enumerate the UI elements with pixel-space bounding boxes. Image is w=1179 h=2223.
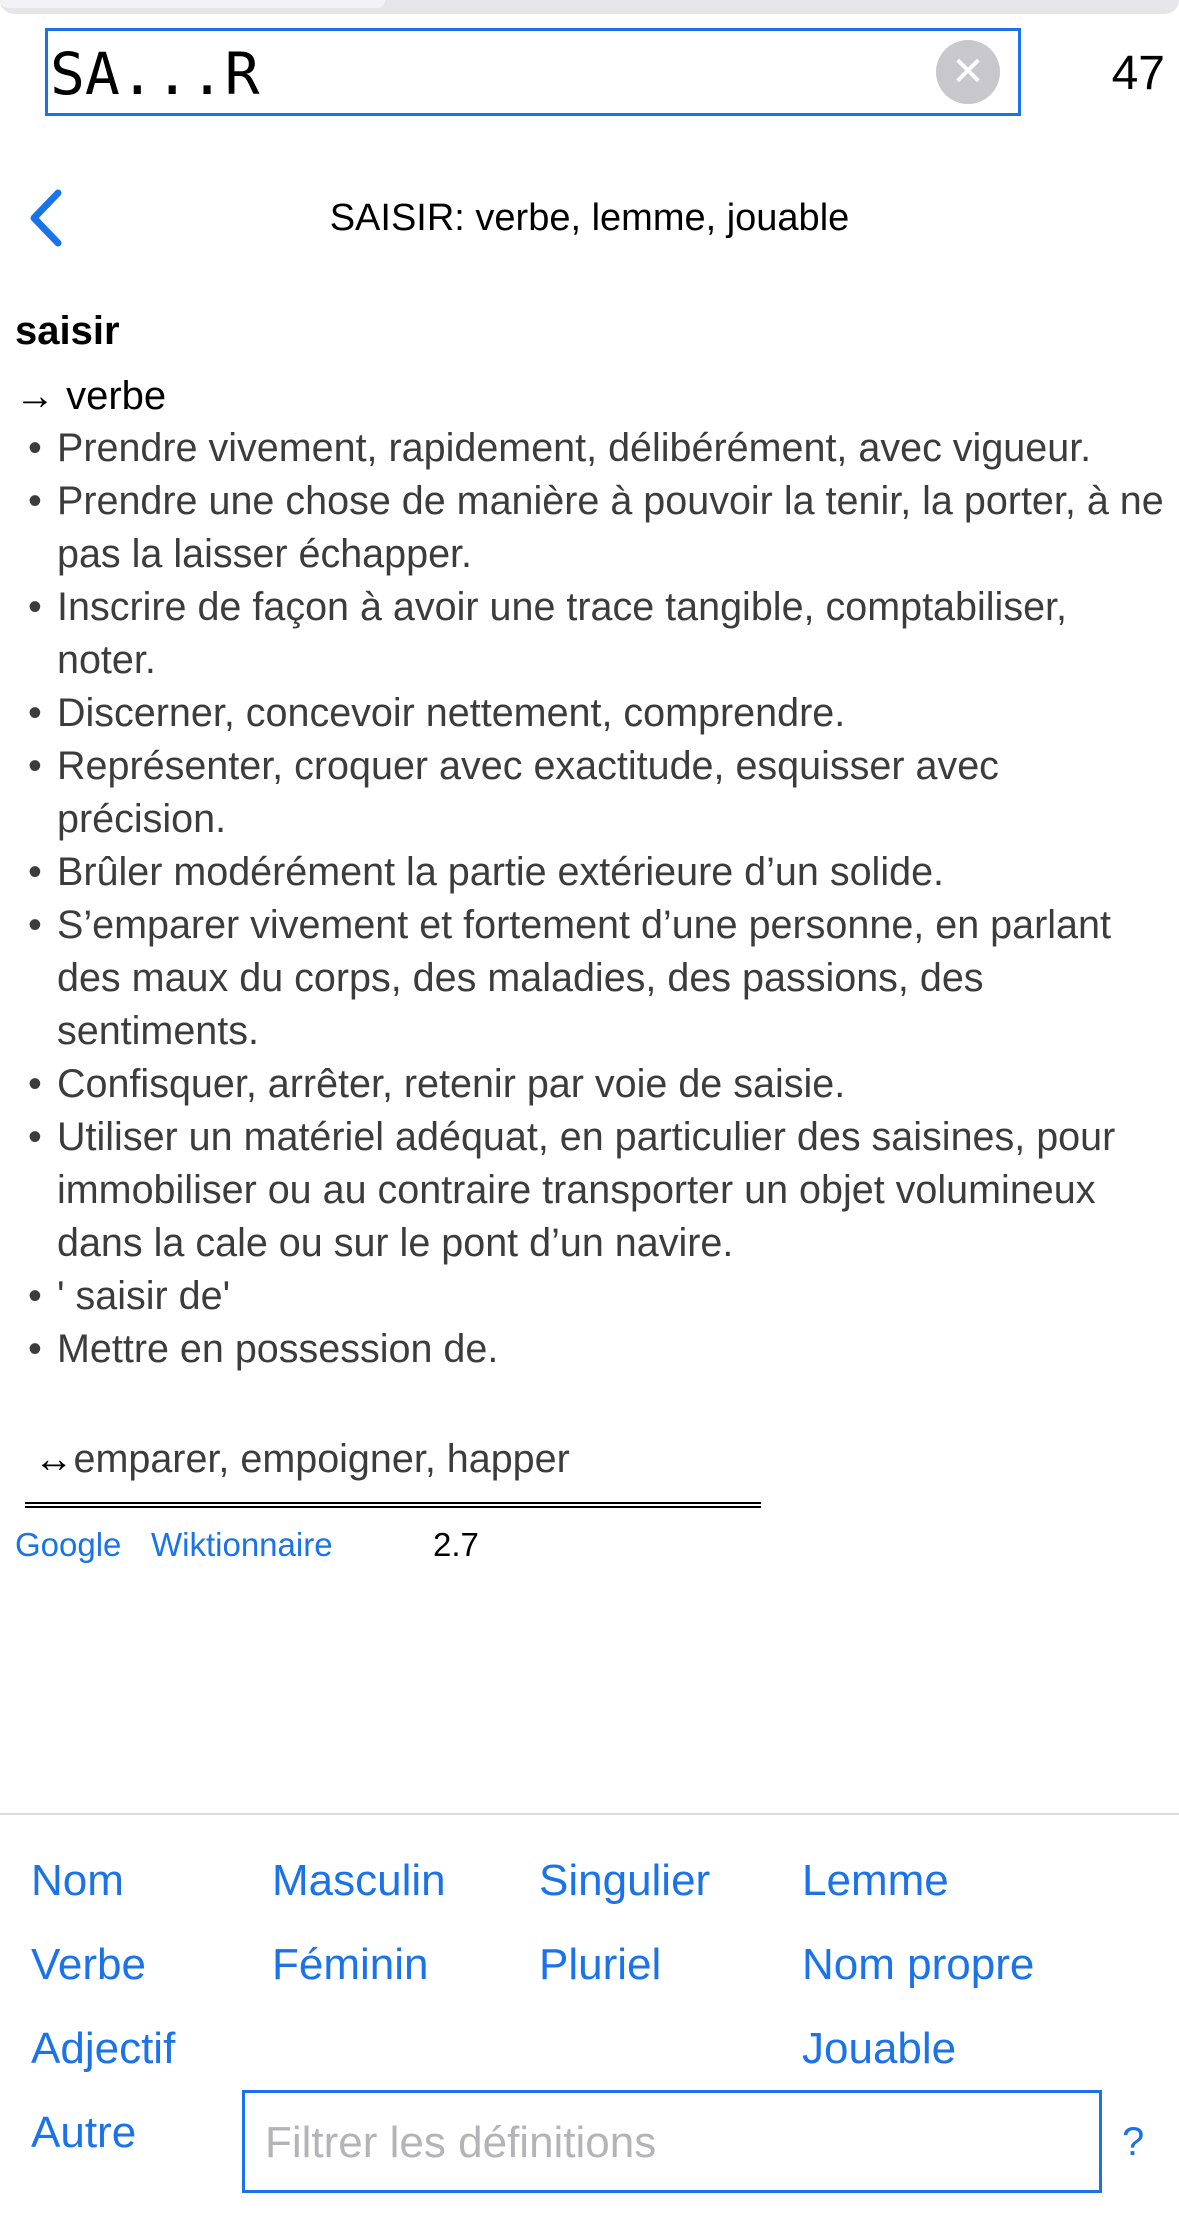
filter-nom-propre-button[interactable]: Nom propre (802, 1940, 1035, 1989)
filter-autre-button[interactable]: Autre (31, 2108, 137, 2157)
definition-item: • Prendre vivement, rapidement, délibérément, avec vigueur. (28, 426, 1092, 470)
entry-word: saisir (15, 309, 120, 353)
definition-item: • Représenter, croquer avec exactitude, esquisser avec précision. (28, 744, 999, 841)
definition-item: • S’emparer vivement et fortement d’une personne, en parlant des maux du corps, des maladies, des passions, des sentiments. (28, 903, 1111, 1053)
definition-item: • Confisquer, arrêter, retenir par voie de saisie. (28, 1062, 846, 1106)
definition-item: • Brûler modérément la partie extérieure d’un solide. (28, 850, 945, 894)
synonym-arrow-icon: ↔ (34, 1437, 74, 1481)
filter-lemme-button[interactable]: Lemme (802, 1856, 949, 1905)
filter-singulier-button[interactable]: Singulier (539, 1856, 711, 1905)
filter-feminin-button[interactable]: Féminin (272, 1940, 429, 1989)
synonyms-text: emparer, empoigner, happer (73, 1437, 570, 1481)
google-link[interactable]: Google (15, 1526, 122, 1563)
definition-list (28, 422, 1168, 1376)
definition-item: • Utiliser un matériel adéquat, en particulier des saisines, pour immobiliser ou au contraire transporter un objet volumineux dans la cale ou sur le pont d’un navire. (28, 1115, 1116, 1265)
search-box[interactable] (45, 28, 1021, 116)
synonyms-line (34, 1433, 570, 1486)
definition-item: • Inscrire de façon à avoir une trace tangible, comptabiliser, noter. (28, 585, 1067, 682)
filter-masculin-button[interactable]: Masculin (272, 1856, 446, 1905)
help-button[interactable]: ? (1122, 2120, 1145, 2164)
clear-search-button[interactable]: ✕ (936, 40, 1000, 104)
top-tab-selected[interactable] (0, 0, 385, 8)
wiktionary-link[interactable]: Wiktionnaire (151, 1526, 333, 1563)
filter-verbe-button[interactable]: Verbe (31, 1940, 146, 1989)
definition-item: • Discerner, concevoir nettement, comprendre. (28, 691, 846, 735)
filter-nom-button[interactable]: Nom (31, 1856, 124, 1905)
search-input[interactable]: SA...R (50, 40, 260, 108)
filter-placeholder: Filtrer les définitions (265, 2118, 657, 2167)
part-of-speech: → verbe (15, 374, 167, 418)
filter-jouable-button[interactable]: Jouable (802, 2024, 957, 2073)
definition-item: • ' saisir de' (28, 1274, 231, 1318)
filter-pluriel-button[interactable]: Pluriel (539, 1940, 662, 1989)
definition-item: • Prendre une chose de manière à pouvoir la tenir, la porter, à ne pas la laisser échapper. (28, 479, 1164, 576)
double-divider (25, 1502, 761, 1508)
version-label: 2.7 (433, 1526, 479, 1563)
definition-item: • Mettre en possession de. (28, 1327, 499, 1371)
page-title: SAISIR: verbe, lemme, jouable (329, 197, 850, 239)
filter-definitions-input[interactable] (242, 2090, 1102, 2193)
result-count: 47 (1111, 47, 1165, 100)
filter-adjectif-button[interactable]: Adjectif (31, 2024, 176, 2073)
filter-panel-divider (0, 1813, 1179, 1815)
top-tab-strip (0, 0, 1179, 14)
